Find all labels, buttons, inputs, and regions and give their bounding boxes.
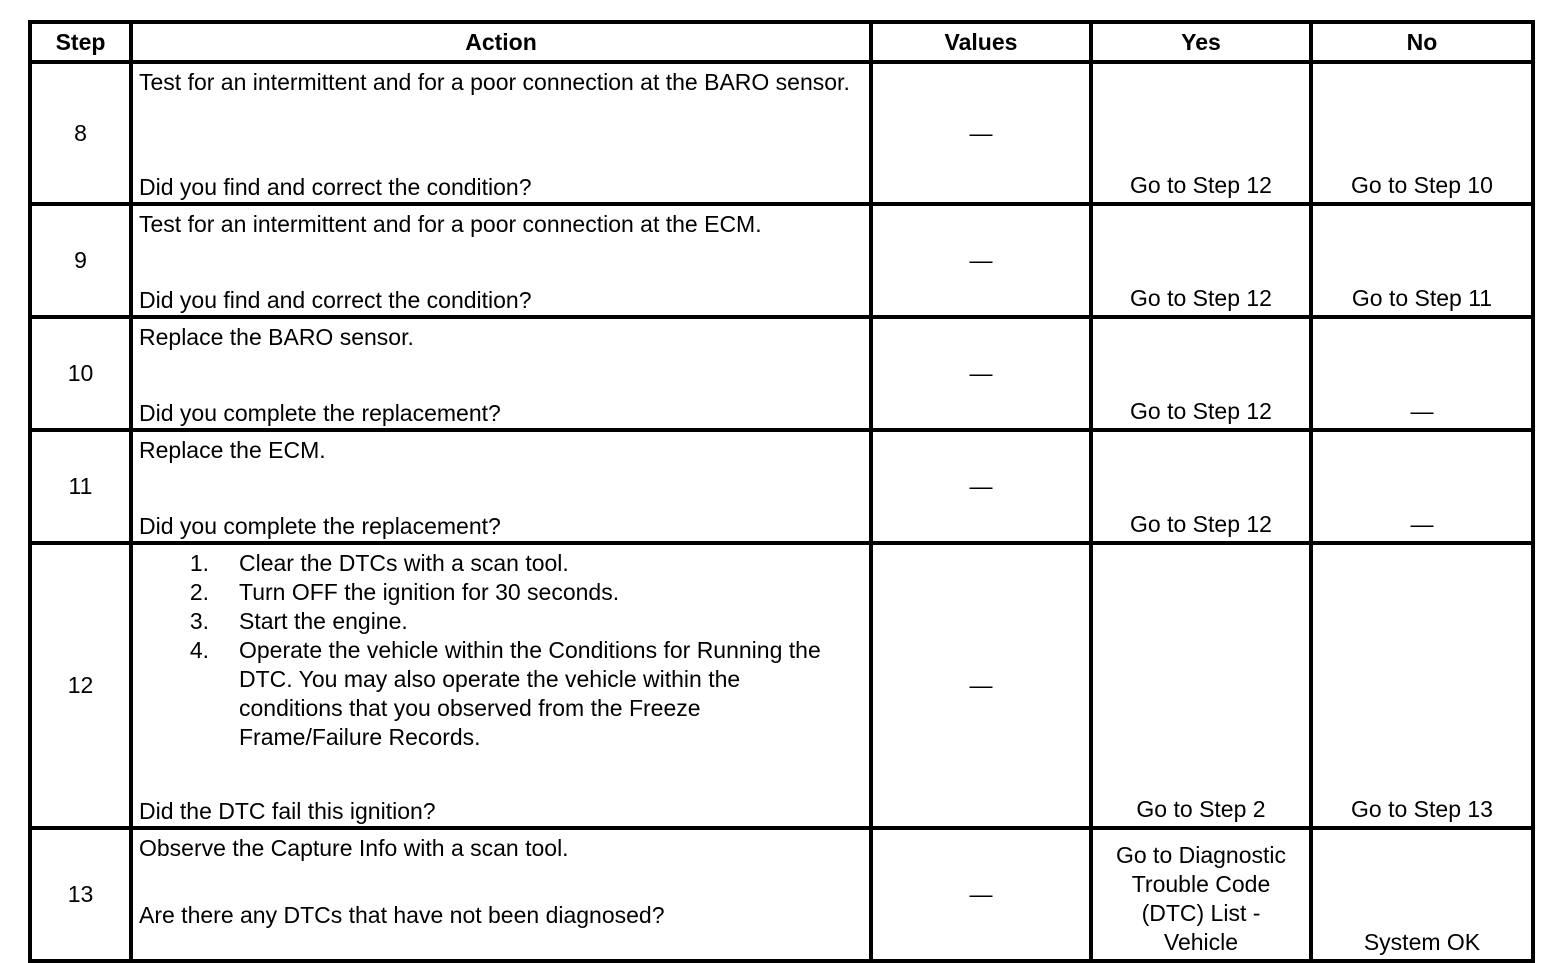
yes-cell: Go to Diagnostic Trouble Code (DTC) List - Vehicle bbox=[1091, 828, 1311, 961]
no-cell: — bbox=[1311, 317, 1533, 430]
action-cell bbox=[131, 204, 871, 317]
header-yes: Yes bbox=[1091, 22, 1311, 62]
header-step: Step bbox=[30, 22, 131, 62]
diagnostic-table bbox=[28, 20, 1535, 963]
no-cell: System OK bbox=[1311, 828, 1533, 961]
header-action: Action bbox=[131, 22, 871, 62]
values-cell: — bbox=[871, 204, 1091, 317]
action-cell bbox=[131, 828, 871, 961]
no-cell: — bbox=[1311, 430, 1533, 543]
table-row bbox=[30, 430, 1533, 543]
action-cell bbox=[131, 62, 871, 204]
values-cell: — bbox=[871, 828, 1091, 961]
table-row bbox=[30, 62, 1533, 204]
procedure-list bbox=[139, 549, 863, 752]
table-row bbox=[30, 317, 1533, 430]
step-number: 11 bbox=[30, 430, 131, 543]
list-item: 4. Operate the vehicle within the Conditions for Running the DTC. You may also operate the vehicle within the conditions that you observed from the Freeze Frame/Failure Records. bbox=[189, 637, 821, 750]
no-cell: Go to Step 13 bbox=[1311, 543, 1533, 828]
list-item: 1. Clear the DTCs with a scan tool. bbox=[189, 550, 569, 576]
no-cell: Go to Step 11 bbox=[1311, 204, 1533, 317]
action-question: Did you find and correct the condition? bbox=[139, 287, 532, 313]
action-text: Replace the BARO sensor. bbox=[139, 324, 414, 350]
step-number: 10 bbox=[30, 317, 131, 430]
yes-cell: Go to Step 12 bbox=[1091, 62, 1311, 204]
step-number: 8 bbox=[30, 62, 131, 204]
action-question: Did the DTC fail this ignition? bbox=[139, 798, 436, 824]
yes-cell: Go to Step 2 bbox=[1091, 543, 1311, 828]
action-cell bbox=[131, 430, 871, 543]
action-cell bbox=[131, 543, 871, 828]
action-cell bbox=[131, 317, 871, 430]
values-cell: — bbox=[871, 543, 1091, 828]
table-row bbox=[30, 204, 1533, 317]
step-number: 13 bbox=[30, 828, 131, 961]
table-row bbox=[30, 828, 1533, 961]
header-values: Values bbox=[871, 22, 1091, 62]
values-cell: — bbox=[871, 317, 1091, 430]
step-number: 9 bbox=[30, 204, 131, 317]
action-text: Observe the Capture Info with a scan tool. bbox=[139, 835, 569, 861]
action-question: Did you complete the replacement? bbox=[139, 400, 501, 426]
action-text: Replace the ECM. bbox=[139, 437, 326, 463]
table-row bbox=[30, 543, 1533, 828]
yes-cell: Go to Step 12 bbox=[1091, 204, 1311, 317]
list-item: 3. Start the engine. bbox=[189, 608, 408, 634]
header-no: No bbox=[1311, 22, 1533, 62]
header-row bbox=[30, 22, 1533, 62]
yes-cell: Go to Step 12 bbox=[1091, 430, 1311, 543]
action-text: Test for an intermittent and for a poor connection at the ECM. bbox=[139, 211, 762, 237]
list-item: 2. Turn OFF the ignition for 30 seconds. bbox=[189, 579, 620, 605]
values-cell: — bbox=[871, 62, 1091, 204]
no-cell: Go to Step 10 bbox=[1311, 62, 1533, 204]
action-question: Did you complete the replacement? bbox=[139, 513, 501, 539]
values-cell: — bbox=[871, 430, 1091, 543]
action-question: Did you find and correct the condition? bbox=[139, 174, 532, 200]
yes-cell: Go to Step 12 bbox=[1091, 317, 1311, 430]
action-text: Test for an intermittent and for a poor connection at the BARO sensor. bbox=[139, 69, 850, 95]
action-question: Are there any DTCs that have not been diagnosed? bbox=[139, 902, 665, 928]
step-number: 12 bbox=[30, 543, 131, 828]
